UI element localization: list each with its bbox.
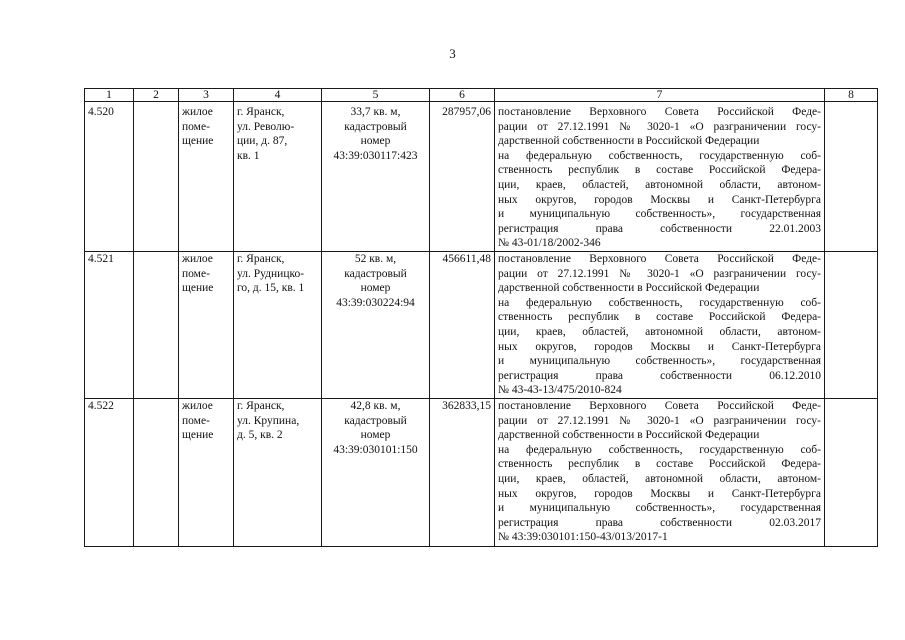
value-cell (430, 398, 495, 546)
area-cadastral-line: 43:39:030224:94 (336, 296, 415, 309)
property-type-line: щение (182, 282, 214, 295)
row-number: 4.520 (88, 106, 114, 118)
legal-basis-line: № 43:39:030101:150-43/013/2017-1 (498, 531, 668, 544)
legal-basis-line: дарственной собственности в Российской Федерации (498, 282, 760, 295)
address-cell (234, 251, 322, 398)
header-cell-2: 2 (134, 89, 179, 102)
address-cell (234, 398, 322, 546)
property-type-line: жилое (182, 252, 213, 265)
legal-basis-line: ции, краев, областей, автономной области, автоном- (498, 178, 821, 191)
column-8-cell (825, 251, 878, 398)
legal-basis-line: рации от 27.12.1991 № 3020-1 «О разграничении госу- (498, 414, 821, 427)
legal-basis-line: дарственной собственности в Российской Федерации (498, 135, 760, 148)
header-cell-7: 7 (495, 89, 825, 102)
property-type-cell (179, 251, 234, 398)
row-number-cell (85, 102, 134, 252)
address-line: г. Яранск, (237, 252, 285, 265)
legal-basis-line: ных округов, городов Москвы и Санкт-Петербурга (498, 487, 821, 500)
address-cell (234, 102, 322, 252)
area-cadastral-cell (322, 398, 430, 546)
legal-basis-line: на федеральную собственность, государственную соб- (498, 149, 821, 162)
property-type-cell (179, 398, 234, 546)
legal-basis-line: ции, краев, областей, автономной области, автоном- (498, 472, 821, 485)
area-cadastral-line: кадастровый (344, 267, 407, 280)
property-type-line: щение (182, 135, 214, 148)
address-line: ул. Крупина, (237, 414, 300, 427)
property-type-line: жилое (182, 399, 213, 412)
address-line: го, д. 15, кв. 1 (237, 282, 305, 295)
value-cell (430, 102, 495, 252)
property-type-cell (179, 102, 234, 252)
area-cadastral-line: номер (360, 429, 391, 442)
legal-basis-line: постановление Верховного Совета Российской Феде- (498, 252, 821, 265)
legal-basis-line: на федеральную собственность, государственную соб- (498, 296, 821, 309)
property-value: 456611,48 (442, 252, 491, 265)
column-2-cell (134, 102, 179, 252)
property-type-line: поме- (182, 267, 210, 280)
address-line: д. 5, кв. 2 (237, 429, 283, 442)
property-type-line: жилое (182, 106, 213, 118)
row-number: 4.522 (88, 399, 114, 412)
area-cadastral-line: номер (360, 135, 391, 148)
legal-basis-line: рации от 27.12.1991 № 3020-1 «О разграничении госу- (498, 120, 821, 133)
page-number: 3 (449, 46, 456, 61)
area-cadastral-line: 52 кв. м, (354, 252, 397, 265)
legal-basis-line: дарственной собственности в Российской Федерации (498, 429, 760, 442)
address-line: г. Яранск, (237, 399, 285, 412)
legal-basis-line: регистрация права собственности 02.03.2017 (498, 516, 821, 529)
property-value: 287957,06 (442, 106, 491, 118)
area-cadastral-line: 43:39:030117:423 (333, 149, 418, 162)
row-number: 4.521 (88, 252, 114, 265)
header-cell-5: 5 (322, 89, 430, 102)
header-cell-8: 8 (825, 89, 878, 102)
legal-basis-line: ных округов, городов Москвы и Санкт-Петербурга (498, 193, 821, 206)
table-row (85, 102, 878, 252)
row-number-cell (85, 251, 134, 398)
header-row (85, 89, 878, 102)
property-type-line: щение (182, 429, 214, 442)
legal-basis-cell (495, 251, 825, 398)
legal-basis-cell (495, 398, 825, 546)
legal-basis-cell (495, 102, 825, 252)
area-cadastral-line: 42,8 кв. м, (350, 399, 401, 412)
table-row (85, 251, 878, 398)
column-8-cell (825, 102, 878, 252)
header-cell-1: 1 (85, 89, 134, 102)
address-line: г. Яранск, (237, 106, 285, 118)
header-cell-6: 6 (430, 89, 495, 102)
column-8-cell (825, 398, 878, 546)
legal-basis-line: рации от 27.12.1991 № 3020-1 «О разграничении госу- (498, 267, 821, 280)
legal-basis-line: регистрация права собственности 22.01.2003 (498, 222, 821, 235)
legal-basis-line: ции, краев, областей, автономной области, автоном- (498, 325, 821, 338)
legal-basis-line: регистрация права собственности 06.12.2010 (498, 369, 821, 382)
legal-basis-line: постановление Верховного Совета Российской Феде- (498, 399, 821, 412)
header-cell-4: 4 (234, 89, 322, 102)
area-cadastral-cell (322, 251, 430, 398)
property-type-line: поме- (182, 120, 210, 133)
legal-basis-line: и муниципальную собственность», государственная (498, 502, 821, 515)
area-cadastral-line: кадастровый (344, 120, 407, 133)
legal-basis-line: и муниципальную собственность», государственная (498, 208, 821, 221)
area-cadastral-line: 33,7 кв. м, (350, 106, 401, 118)
area-cadastral-line: кадастровый (344, 414, 407, 427)
row-number-cell (85, 398, 134, 546)
legal-basis-line: № 43-01/18/2002-346 (498, 237, 601, 250)
property-type-line: поме- (182, 414, 210, 427)
value-cell (430, 251, 495, 398)
area-cadastral-cell (322, 102, 430, 252)
address-line: ул. Револю- (237, 120, 295, 133)
legal-basis-line: и муниципальную собственность», государственная (498, 355, 821, 368)
legal-basis-line: ных округов, городов Москвы и Санкт-Петербурга (498, 340, 821, 353)
area-cadastral-line: номер (360, 282, 391, 295)
area-cadastral-line: 43:39:030101:150 (333, 443, 418, 456)
address-line: кв. 1 (237, 149, 260, 162)
address-line: ции, д. 87, (237, 135, 288, 148)
legal-basis-line: постановление Верховного Совета Российской Феде- (498, 106, 821, 118)
property-registry-table (84, 88, 878, 547)
table-body (85, 102, 878, 547)
column-2-cell (134, 398, 179, 546)
legal-basis-line: № 43-43-13/475/2010-824 (498, 384, 622, 397)
legal-basis-line: ственность республик в составе Российской Федера- (498, 311, 821, 324)
legal-basis-line: на федеральную собственность, государственную соб- (498, 443, 821, 456)
column-2-cell (134, 251, 179, 398)
header-cell-3: 3 (179, 89, 234, 102)
legal-basis-line: ственность республик в составе Российской Федера- (498, 458, 821, 471)
address-line: ул. Рудницко- (237, 267, 305, 280)
legal-basis-line: ственность республик в составе Российской Федера- (498, 164, 821, 177)
table-row (85, 398, 878, 546)
property-value: 362833,15 (442, 399, 491, 412)
